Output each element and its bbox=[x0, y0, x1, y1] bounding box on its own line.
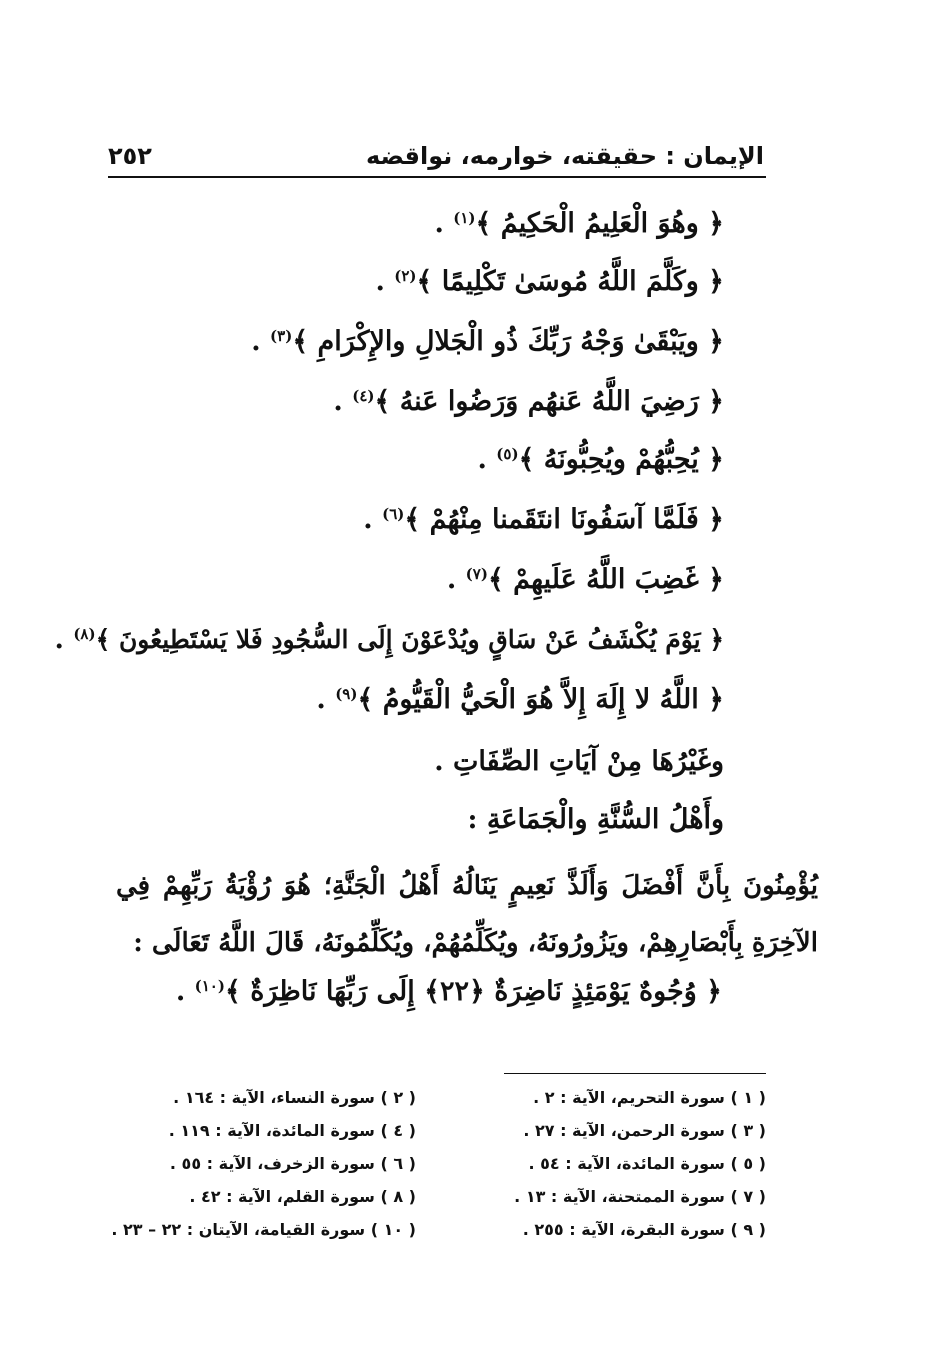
ahl-sunna-heading: وأَهْلُ السُّنَّةِ والْجَمَاعَةِ : bbox=[467, 804, 724, 835]
verse-end: . bbox=[175, 976, 195, 1007]
page-header bbox=[108, 138, 764, 174]
verse-line bbox=[447, 560, 724, 600]
verse-line bbox=[434, 204, 724, 244]
final-verse-line bbox=[176, 972, 722, 1012]
verse-line bbox=[363, 500, 724, 540]
verse-text: ﴿ وُجُوهٌ يَوْمَئِذٍ نَاضِرَةٌ ﴿٢٢﴾ إِلَى رَبِّهَا نَاظِرَةٌ ﴾ bbox=[224, 976, 722, 1007]
footnote-ref: (٦) bbox=[382, 505, 405, 523]
verse-line bbox=[477, 440, 724, 480]
verse-end: . bbox=[333, 386, 353, 417]
footnote: ( ٣ ) سورة الرحمن، الآية : ٢٧ . bbox=[523, 1121, 766, 1140]
verse-text: ﴿ غَضِبَ اللَّهُ عَلَيهِمْ ﴾ bbox=[487, 564, 724, 595]
verse-text: ﴿ وكَلَّمَ اللَّهُ مُوسَىٰ تَكْلِيمًا ﴾ bbox=[416, 266, 724, 297]
footnote: ( ٥ ) سورة المائدة، الآية : ٥٤ . bbox=[528, 1154, 766, 1173]
verse-end: . bbox=[446, 564, 466, 595]
verse-line bbox=[55, 620, 725, 660]
other-attributes-line: وغَيْرُهَا مِنْ آيَاتِ الصِّفَاتِ . bbox=[434, 746, 724, 777]
page-number: ٢٥٢ bbox=[108, 142, 152, 170]
footnote: ( ٤ ) سورة المائدة، الآية : ١١٩ . bbox=[168, 1121, 416, 1140]
verse-text: ﴿ رَضِيَ اللَّهُ عَنهُم وَرَضُوا عَنهُ ﴾ bbox=[374, 386, 724, 417]
footnote-ref: (٢) bbox=[394, 267, 417, 285]
verse-end: . bbox=[363, 504, 383, 535]
verse-end: . bbox=[316, 684, 336, 715]
footnote: ( ٦ ) سورة الزخرف، الآية : ٥٥ . bbox=[169, 1154, 416, 1173]
verse-end: . bbox=[434, 208, 454, 239]
verse-text: ﴿ فَلَمَّا آسَفُونَا انتَقَمنا مِنْهُمْ ﴾ bbox=[404, 504, 724, 535]
footnote-ref: (٧) bbox=[465, 565, 488, 583]
verse-text: ﴿ اللَّهُ لا إِلَهَ إِلاَّ هُوَ الْحَيُّ الْقَيُّومُ ﴾ bbox=[357, 684, 724, 715]
verse-text: ﴿ يُحِبُّهُمْ ويُحِبُّونَهُ ﴾ bbox=[518, 444, 724, 475]
running-title: الإيمان : حقيقته، خوارمه، نواقضه bbox=[366, 142, 764, 170]
footnote-ref: (٣) bbox=[270, 327, 293, 345]
verse-line bbox=[375, 262, 724, 302]
footnote-ref: (١٠) bbox=[194, 977, 225, 995]
verse-line bbox=[333, 382, 724, 422]
footnote: ( ١ ) سورة التحريم، الآية : ٢ . bbox=[533, 1088, 766, 1107]
verse-end: . bbox=[477, 444, 497, 475]
belief-paragraph: يُؤْمِنُونَ بِأَنَّ أَفْضَلَ وَأَلَذَّ نَعِيمٍ يَنَالُهُ أَهْلُ الْجَنَّةِ؛ هُوَ رُؤْيَةُ رَبِّهِمْ فِي الآخِرَةِ بِأَبْصَارِهِمْ، ويَزُورُونَهُ، ويُكَلِّمُهُمْ، ويُكَلِّمُونَهُ، قَالَ اللَّهُ تَعَالَى : bbox=[116, 871, 818, 958]
footnote-ref: (٤) bbox=[352, 387, 375, 405]
footnote-divider bbox=[504, 1073, 766, 1074]
footnote: ( ٨ ) سورة القلم، الآية : ٤٢ . bbox=[189, 1187, 416, 1206]
footnote: ( ٩ ) سورة البقرة، الآية : ٢٥٥ . bbox=[522, 1220, 766, 1239]
footnote: ( ٧ ) سورة الممتحنة، الآية : ١٣ . bbox=[514, 1187, 766, 1206]
footnote-ref: (١) bbox=[453, 209, 476, 227]
header-divider bbox=[108, 176, 766, 178]
verse-text: ﴿ يَوْمَ يُكْشَفُ عَنْ سَاقٍ ويُدْعَوْنَ إِلَى السُّجُودِ فَلا يَسْتَطِيعُونَ ﴾ bbox=[95, 625, 724, 654]
verse-text: ﴿ ويَبْقَىٰ وَجْهُ رَبِّكَ ذُو الْجَلالِ والإِكْرَامِ ﴾ bbox=[292, 326, 724, 357]
verse-end: . bbox=[251, 326, 271, 357]
footnote-ref: (٥) bbox=[496, 445, 519, 463]
footnote-ref: (٩) bbox=[335, 685, 358, 703]
footnote: ( ٢ ) سورة النساء، الآية : ١٦٤ . bbox=[173, 1088, 416, 1107]
verse-line bbox=[316, 680, 724, 720]
footnote: ( ١٠ ) سورة القيامة، الآيتان : ٢٢ – ٢٣ . bbox=[111, 1220, 416, 1239]
verse-text: ﴿ وهُوَ الْعَلِيمُ الْحَكِيمُ ﴾ bbox=[475, 208, 724, 239]
verse-end: . bbox=[375, 266, 395, 297]
verse-line bbox=[251, 322, 724, 362]
verse-end: . bbox=[54, 624, 74, 655]
footnote-ref: (٨) bbox=[73, 625, 96, 643]
